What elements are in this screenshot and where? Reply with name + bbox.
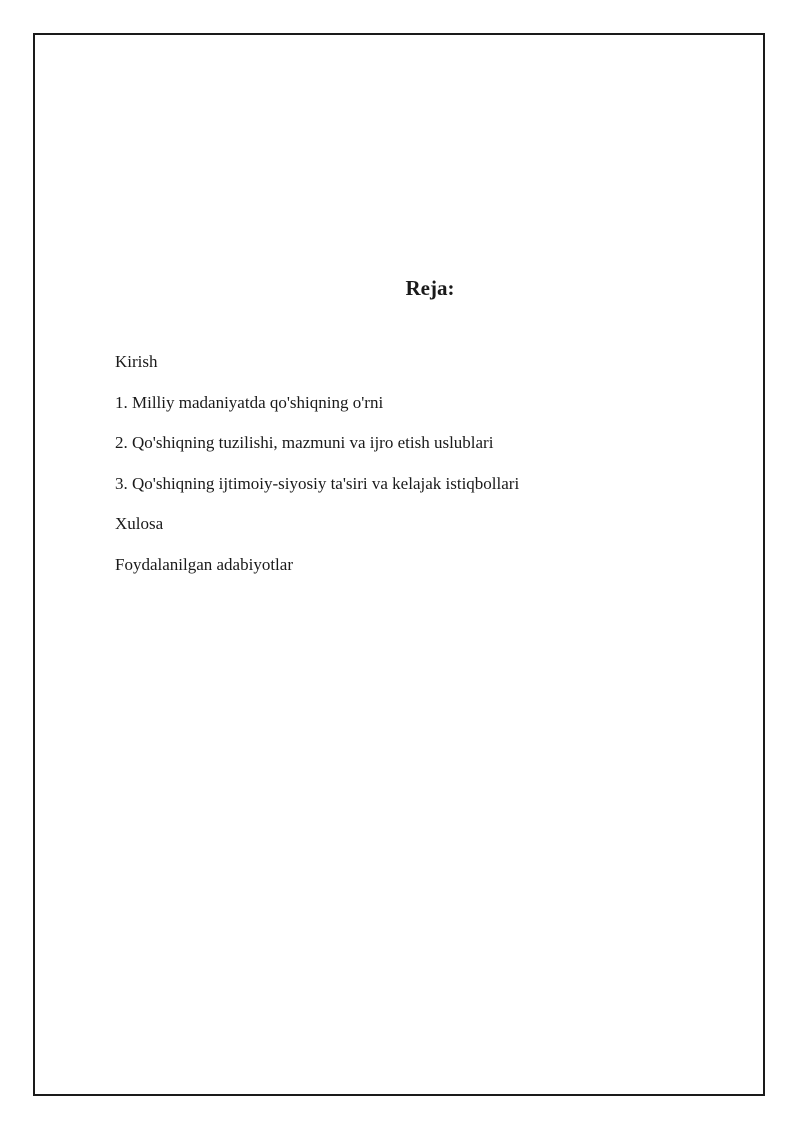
plan-item-chapter-3: 3. Qo'shiqning ijtimoiy-siyosiy ta'siri va kelajak istiqbollari (115, 473, 520, 493)
plan-item-introduction: Kirish (115, 352, 158, 371)
plan-item-references: Foydalanilgan adabiyotlar (115, 554, 293, 574)
plan-item-conclusion: Xulosa (115, 514, 164, 533)
plan-item-chapter-2: 2. Qo'shiqning tuzilishi, mazmuni va ijro etish uslublari (115, 433, 494, 452)
plan-list (115, 351, 519, 594)
plan-title: Reja: (405, 276, 455, 300)
plan-item-chapter-1: 1. Milliy madaniyatda qo'shiqning o'rni (115, 392, 384, 412)
